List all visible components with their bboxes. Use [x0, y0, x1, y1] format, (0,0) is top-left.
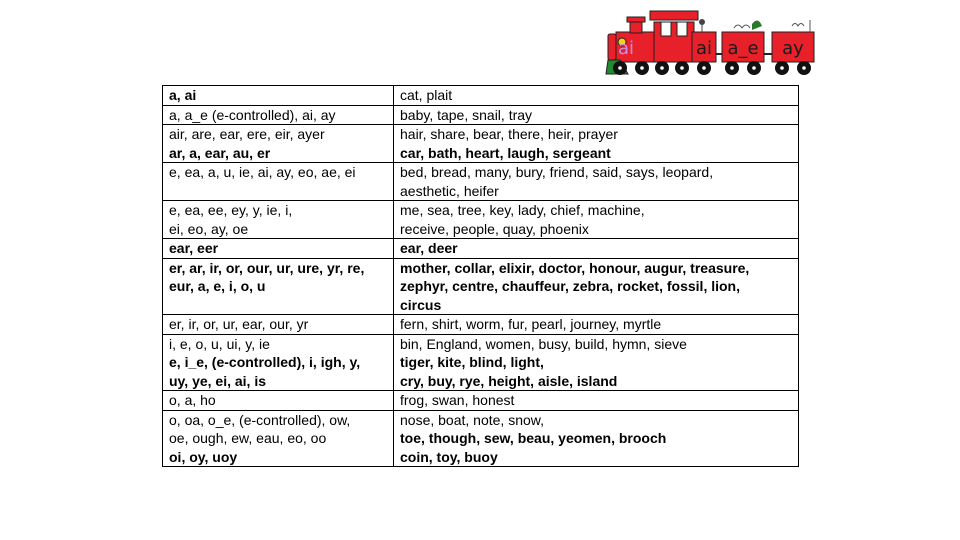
decoration-icon	[792, 24, 804, 27]
example-line: ear, deer	[400, 240, 458, 256]
example-line: cry, buy, rye, height, aisle, island	[400, 372, 618, 389]
example-words-cell	[394, 315, 799, 335]
grapheme-cell	[163, 86, 394, 106]
table-row	[163, 315, 799, 335]
cab-window	[677, 22, 687, 36]
grapheme-line: oi, oy, uoy	[169, 448, 238, 465]
grapheme-line: ar, a, ear, au, er	[169, 144, 271, 161]
example-line: mother, collar, elixir, doctor, honour, augur, treasure,	[400, 259, 750, 276]
grapheme-table-body	[163, 86, 799, 467]
engine-label: ai	[618, 38, 635, 59]
example-words-cell	[394, 125, 799, 163]
flower-icon	[699, 19, 705, 25]
engine-cab	[654, 22, 694, 62]
grapheme-cell	[163, 334, 394, 391]
grapheme-line: o, a, ho	[169, 392, 216, 408]
grapheme-line: ei, eo, ay, oe	[169, 220, 249, 237]
example-words-cell	[394, 86, 799, 106]
grapheme-cell	[163, 201, 394, 239]
example-words-cell	[394, 334, 799, 391]
example-words-cell	[394, 201, 799, 239]
grapheme-cell	[163, 163, 394, 201]
smoke-stack-top	[627, 17, 645, 22]
cab-label: ai	[695, 38, 713, 59]
example-line: toe, though, sew, beau, yeomen, brooch	[400, 430, 667, 446]
engine-front	[608, 34, 616, 60]
cab-roof	[650, 11, 698, 20]
decoration-icon	[734, 25, 750, 28]
example-line: fern, shirt, worm, fur, pearl, journey, myrtle	[400, 316, 662, 332]
example-words-cell	[394, 105, 799, 125]
cab-window	[661, 22, 671, 36]
grapheme-line: air, are, ear, ere, eir, ayer	[169, 126, 325, 142]
grapheme-cell	[163, 258, 394, 315]
example-line: hair, share, bear, there, heir, prayer	[400, 126, 618, 142]
table-row	[163, 201, 799, 239]
grapheme-line: uy, ye, ei, ai, is	[169, 372, 267, 389]
table-row	[163, 125, 799, 163]
table-row	[163, 105, 799, 125]
grapheme-line: e, ea, a, u, ie, ai, ay, eo, ae, ei	[169, 164, 356, 180]
table-row	[163, 334, 799, 391]
grapheme-line: eur, a, e, i, o, u	[169, 278, 266, 294]
table-row	[163, 163, 799, 201]
grapheme-table	[162, 85, 799, 467]
grapheme-cell	[163, 410, 394, 467]
carriage-2-label: ay	[782, 38, 804, 59]
example-line: cat, plait	[400, 87, 453, 103]
grapheme-line: a, a_e (e-controlled), ai, ay	[169, 106, 336, 123]
example-line: me, sea, tree, key, lady, chief, machine,	[400, 202, 645, 218]
example-line: bed, bread, many, bury, friend, said, says, leopard,	[400, 164, 714, 180]
snail-icon	[752, 20, 762, 30]
example-line: car, bath, heart, laugh, sergeant	[400, 144, 611, 161]
grapheme-line: er, ar, ir, or, our, ur, ure, yr, re,	[169, 259, 365, 276]
table-row	[163, 391, 799, 411]
phonics-train	[606, 8, 820, 78]
table-row	[163, 258, 799, 315]
example-words-cell	[394, 410, 799, 467]
example-line: circus	[400, 296, 442, 313]
example-line: aesthetic, heifer	[400, 182, 499, 199]
grapheme-line: er, ir, or, ur, ear, our, yr	[169, 316, 309, 332]
table-row	[163, 86, 799, 106]
example-line: nose, boat, note, snow,	[400, 411, 544, 428]
grapheme-line: ear, eer	[169, 240, 219, 256]
grapheme-cell	[163, 125, 394, 163]
grapheme-cell	[163, 391, 394, 411]
grapheme-cell	[163, 105, 394, 125]
example-line: tiger, kite, blind, light,	[400, 354, 544, 370]
example-line: coin, toy, buoy	[400, 448, 498, 465]
example-line: baby, tape, snail, tray	[400, 106, 533, 123]
grapheme-cell	[163, 239, 394, 259]
example-line: frog, swan, honest	[400, 392, 515, 408]
example-words-cell	[394, 258, 799, 315]
grapheme-line: e, ea, ee, ey, y, ie, i,	[169, 202, 293, 218]
grapheme-line: oe, ough, ew, eau, eo, oo	[169, 430, 327, 446]
example-words-cell	[394, 163, 799, 201]
grapheme-line: a, ai	[169, 87, 197, 103]
example-words-cell	[394, 391, 799, 411]
carriage-1-label: a_e	[727, 38, 759, 59]
grapheme-line: e, i_e, (e-controlled), i, igh, y,	[169, 354, 361, 370]
grapheme-cell	[163, 315, 394, 335]
table-row	[163, 239, 799, 259]
example-line: bin, England, women, busy, build, hymn, sieve	[400, 335, 687, 352]
table-row	[163, 410, 799, 467]
example-line: receive, people, quay, phoenix	[400, 220, 589, 237]
example-words-cell	[394, 239, 799, 259]
grapheme-line: o, oa, o_e, (e-controlled), ow,	[169, 411, 351, 428]
example-line: zephyr, centre, chauffeur, zebra, rocket, fossil, lion,	[400, 278, 740, 294]
grapheme-line: i, e, o, u, ui, y, ie	[169, 335, 270, 352]
